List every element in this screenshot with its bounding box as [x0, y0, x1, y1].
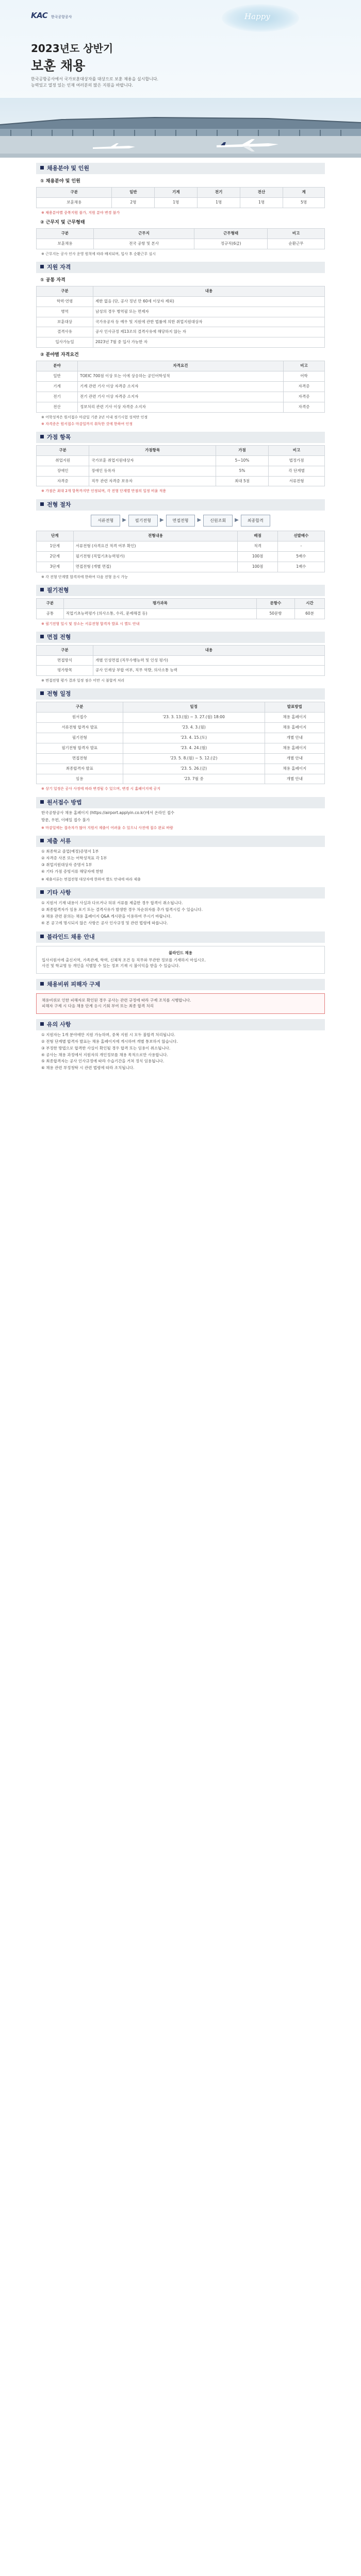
subsection-title: ① 공통 자격	[40, 277, 65, 283]
table-row: 일반 TOEIC 700점 이상 또는 이에 상응하는 공인어학성적 어학	[37, 371, 325, 382]
logo-mark: KAC	[31, 11, 48, 20]
victim-relief-box	[36, 993, 325, 1014]
section-title: 채용비위 피해자 구제	[36, 979, 325, 990]
process-step: 신원조회	[203, 515, 233, 527]
table-row: 면접전형 '23. 5. 8.(월) ~ 5. 12.(금) 개별 안내	[37, 753, 325, 764]
table-row: 입사가능일 2023년 7월 중 입사 가능한 자	[37, 337, 325, 348]
table-row: 3단계 면접전형 (개별 면접) 100점 1배수	[37, 562, 325, 572]
bonus-table: 구분 가점항목 가점 비고 취업지원 국가보훈 취업지원대상자 5~10% 법정가점 장애인 장애인 등록자 5% 각 단계별 자격증 직무 관련 자격증 보유자 최대 5점 서류전형	[36, 445, 325, 487]
note: ※ 마감일에는 접속자가 많아 지원서 제출이 어려울 수 있으니 사전에 접수 완료 바람	[41, 826, 173, 831]
note: ※ 채용분야별 중복지원 불가, 지원 분야 변경 불가	[41, 210, 120, 215]
application-method: 한국공항공사 채용 홈페이지 (https://airport.applyin.co.kr)에서 온라인 접수	[41, 810, 175, 815]
table-row: 1단계 서류전형 (자격요건 적격 여부 확인) 적격 -	[37, 541, 325, 551]
table-row: 필기전형 합격자 발표 '23. 4. 24.(월) 채용 홈페이지	[37, 743, 325, 753]
box-line: 입사지원서에 출신지역, 가족관계, 학력, 신체적 조건 등 직무와 무관한 정보를 기재하지 마십시오.	[42, 958, 206, 963]
intro-line-2: 능력있고 열정 있는 인재 여러분의 많은 지원을 바랍니다.	[31, 83, 134, 88]
page-title: 보훈 채용	[31, 58, 86, 73]
section-title: 지원 자격	[36, 262, 325, 273]
year-title: 2023년도 상반기	[31, 42, 113, 55]
section-title: 원서접수 방법	[36, 797, 325, 808]
list-item: ④ 기타 가점 증빙서류 해당자에 한함	[41, 869, 104, 874]
note: ※ 어학성적은 원서접수 마감일 기준 2년 이내 정기시험 성적만 인정	[41, 415, 148, 419]
schedule-table: 구분 일정 발표방법 원서접수 '23. 3. 13.(월) ~ 3. 27.(월) 18:00 채용 홈페이지 서류전형 합격자 발표 '23. 4. 3.(월) 채용 홈페이지 필기전형 '23. 4. 15.(토) 개별 안내 필기전형 합격자 발표 '23. 4. 24.(월) 채용 홈페이지 면접전형 '23. 5. 8.(월) ~ 5. 12.(금) 개별 안내 최종합격자 발표 '23. 5. 26.(금) 채용 홈페이지 임용 '23. 7월 중 개별 안내	[36, 702, 325, 784]
box-line: 사진 및 학교명 등 개인을 식별할 수 있는 정보 기재 시 불이익을 받을 수 있습니다.	[42, 963, 180, 969]
section-blind-recruitment	[36, 931, 325, 974]
document-list	[41, 849, 325, 875]
subsection-title: ① 채용분야 및 인원	[40, 179, 80, 184]
section-title: 유의 사항	[36, 1019, 325, 1030]
table-row: 보훈대상 국가유공자 등 예우 및 지원에 관한 법률에 의한 취업지원대상자	[37, 317, 325, 327]
note: ※ 면접전형 평가 결과 일정 점수 미만 시 불합격 처리	[41, 679, 125, 683]
note: ※ 각 전형 단계별 합격자에 한하여 다음 전형 응시 가능	[41, 574, 128, 579]
table-row: 학력·연령 제한 없음 (단, 공사 정년 만 60세 이상자 제외)	[37, 296, 325, 307]
table-row: 전기 전기 관련 기사 이상 자격증 소지자 자격증	[37, 392, 325, 402]
subsection-title: ② 분야별 자격요건	[40, 352, 79, 358]
table-row: 취업지원 국가보훈 취업지원대상자 5~10% 법정가점	[37, 455, 325, 466]
table-row: 최종합격자 발표 '23. 5. 26.(금) 채용 홈페이지	[37, 764, 325, 774]
table-row: 공통 직업기초능력평가 (의사소통, 수리, 문제해결 등) 50문항 60분	[37, 608, 325, 619]
recruit-table: 구분 일반 기계 전기 전산 계 보훈채용 2명 1명 1명 1명 5명	[36, 187, 325, 208]
arrow-right-icon: ▶	[159, 517, 164, 523]
note: ※ 가점은 최대 2개 항목까지만 인정되며, 각 전형 단계별 만점의 일정 비율 적용	[41, 489, 167, 494]
process-step: 필기전형	[128, 515, 158, 527]
arrow-right-icon: ▶	[235, 517, 239, 523]
process-step: 최종합격	[241, 515, 270, 527]
workplace-table: 구분 근무지 근무형태 비고 보훈채용 전국 공항 및 본사 정규직(6급) 순환근무	[36, 228, 325, 249]
section-etc	[36, 887, 325, 926]
section-application	[36, 797, 325, 831]
emblem-text: Happy	[244, 12, 270, 21]
list-item: ① 지원서 기재 내용이 사실과 다르거나 허위 서류를 제출한 경우 합격이 취소됩니다.	[41, 901, 183, 906]
section-title: 전형 절차	[36, 499, 325, 511]
process-step: 서류전형	[91, 515, 120, 527]
box-title: 블라인드 채용	[168, 950, 193, 955]
list-item: ② 자격증 사본 또는 어학성적표 각 1부	[41, 856, 107, 861]
process-table: 단계 전형내용 배점 선발배수 1단계 서류전형 (자격요건 적격 여부 확인) 적격 - 2단계 필기전형 (직업기초능력평가) 100점 5배수 3단계 면접전형 (개별 면접) 100점 1배수	[36, 531, 325, 572]
etc-list	[41, 901, 325, 926]
subsection-title: ② 근무지 및 근무형태	[40, 219, 85, 225]
table-row: 병역 남성의 경우 병역필 또는 면제자	[37, 307, 325, 317]
field-requirement-table: 분야 자격요건 비고 일반 TOEIC 700점 이상 또는 이에 상응하는 공인어학성적 어학 기계 기계 관련 기사 이상 자격증 소지자 자격증 전기 전기 관련 기사 이상 자격증 소지자 자격증 전산 정보처리 관련 기사 이상 자격증 소지자 자격증	[36, 361, 325, 412]
box-line: 피해자 구제 시 다음 채용 단계 응시 기회 부여 또는 최종 합격 처리	[42, 1004, 154, 1009]
section-title: 면접 전형	[36, 632, 325, 643]
table-row: 보훈채용 전국 공항 및 본사 정규직(6급) 순환근무	[37, 239, 325, 249]
process-flow	[36, 515, 325, 527]
table-row: 결격사유 공사 인사규정 제13조의 결격사유에 해당하지 않는 자	[37, 327, 325, 337]
application-restriction: 방문, 우편, 이메일 접수 불가	[41, 818, 90, 823]
logo-name: 한국공항공사	[51, 15, 72, 19]
table-row: 면접방식 개별 인성면접 (직무수행능력 및 인성 평가)	[37, 655, 325, 666]
table-row: 필기전형 '23. 4. 15.(토) 개별 안내	[37, 733, 325, 743]
kac-logo	[31, 10, 72, 22]
section-title: 기타 사항	[36, 887, 325, 899]
section-schedule	[36, 688, 325, 791]
note: ※ 자격증은 원서접수 마감일까지 취득한 것에 한하여 인정	[41, 421, 133, 426]
hero-banner	[0, 0, 361, 158]
list-item: ② 전형 단계별 합격자 발표는 채용 홈페이지에 게시하며 개별 통보하지 않습니다.	[41, 1039, 178, 1044]
list-item: ② 최종합격자가 임용 포기 또는 결격사유가 발생한 경우 차순위자를 추가 합격시킬 수 있습니다.	[41, 907, 203, 912]
interview-table: 구분 내용 면접방식 개별 인성면접 (직무수행능력 및 인성 평가) 평가항목 공사 인재상 부합 여부, 직무 역량, 의사소통 능력	[36, 645, 325, 676]
section-title: 채용분야 및 인원	[36, 163, 325, 174]
note: ※ 상기 일정은 공사 사정에 따라 변경될 수 있으며, 변경 시 홈페이지에 공지	[41, 787, 160, 791]
section-recruit-fields	[36, 163, 325, 257]
section-title: 필기전형	[36, 585, 325, 596]
table-row: 서류전형 합격자 발표 '23. 4. 3.(월) 채용 홈페이지	[37, 723, 325, 733]
section-bonus-points	[36, 432, 325, 494]
list-item: ④ 공사는 채용 과정에서 지원자의 개인정보를 채용 목적으로만 사용합니다.	[41, 1052, 168, 1057]
table-row: 자격증 직무 관련 자격증 보유자 최대 5점 서류전형	[37, 476, 325, 486]
list-item: ③ 채용 관련 문의는 채용 홈페이지 Q&A 게시판을 이용하여 주시기 바랍니다.	[41, 913, 172, 919]
box-line: 채용비위로 인한 피해자로 확인된 경우 공사는 관련 규정에 따라 구제 조치를 시행합니다.	[42, 998, 191, 1003]
note: ※ 근무지는 공사 인사 운영 원칙에 따라 배치되며, 입사 후 순환근무 실시	[41, 251, 156, 256]
table-row: 평가항목 공사 인재상 부합 여부, 직무 역량, 의사소통 능력	[37, 666, 325, 676]
list-item: ③ 취업지원대상자 증명서 1부	[41, 862, 92, 868]
section-written-test	[36, 585, 325, 626]
note: ※ 필기전형 일시 및 장소는 서류전형 합격자 발표 시 별도 안내	[41, 621, 140, 626]
happy-emblem	[222, 4, 299, 32]
qualification-table: 구분 내용 학력·연령 제한 없음 (단, 공사 정년 만 60세 이상자 제외) 병역 남성의 경우 병역필 또는 면제자 보훈대상 국가유공자 등 예우 및 지원에 관한 법률에 의한 취업지원대상자 결격사유 공사 인사규정 제13조의 결격사유에 해당하지 않는 자 입사가능일 2023년 7월 중 입사 가능한 자	[36, 286, 325, 348]
airport-terminal-illustration	[0, 98, 361, 158]
table-row: 원서접수 '23. 3. 13.(월) ~ 3. 27.(월) 18:00 채용 홈페이지	[37, 713, 325, 723]
table-row: 전산 정보처리 관련 기사 이상 자격증 소지자 자격증	[37, 402, 325, 412]
arrow-right-icon: ▶	[122, 517, 126, 523]
section-qualifications	[36, 262, 325, 427]
list-item: ① 지원자는 1개 분야에만 지원 가능하며, 중복 지원 시 모두 불합격 처리됩니다.	[41, 1032, 175, 1037]
written-test-table: 구분 평가과목 문항수 시간 공통 직업기초능력평가 (의사소통, 수리, 문제해결 등) 50문항 60분	[36, 598, 325, 619]
section-title: 블라인드 채용 안내	[36, 931, 325, 943]
section-title: 가점 항목	[36, 432, 325, 443]
list-item: ④ 본 공고에 명시되지 않은 사항은 공사 인사규정 및 관련 법령에 따릅니다.	[41, 920, 168, 925]
table-row: 임용 '23. 7월 중 개별 안내	[37, 774, 325, 784]
table-row: 기계 기계 관련 기사 이상 자격증 소지자 자격증	[37, 381, 325, 392]
blind-recruitment-box	[36, 946, 325, 974]
table-row: 보훈채용 2명 1명 1명 1명 5명	[37, 197, 325, 208]
notice-list	[41, 1032, 325, 1071]
intro-line-1: 한국공항공사에서 국가보훈대상자를 대상으로 보훈 채용을 실시합니다.	[31, 77, 159, 81]
table-row: 장애인 장애인 등록자 5% 각 단계별	[37, 466, 325, 476]
section-documents	[36, 836, 325, 882]
section-selection-process	[36, 499, 325, 580]
section-victim-relief	[36, 979, 325, 1014]
arrow-right-icon: ▶	[197, 517, 202, 523]
section-notice	[36, 1019, 325, 1071]
note: ※ 제출서류는 면접전형 대상자에 한하여 별도 안내에 따라 제출	[41, 877, 141, 882]
list-item: ① 최종학교 졸업(예정)증명서 1부	[41, 849, 99, 854]
table-row: 2단계 필기전형 (직업기초능력평가) 100점 5배수	[37, 551, 325, 562]
section-title: 전형 일정	[36, 688, 325, 700]
process-step: 면접전형	[166, 515, 195, 527]
list-item: ⑤ 최종합격자는 공사 인사규정에 따라 수습기간을 거쳐 정식 임용됩니다.	[41, 1059, 165, 1064]
section-title: 제출 서류	[36, 836, 325, 847]
list-item: ⑥ 채용 관련 부정청탁 시 관련 법령에 따라 조치됩니다.	[41, 1065, 135, 1071]
list-item: ③ 부정한 방법으로 합격한 사실이 확인될 경우 합격 또는 임용이 취소됩니다.	[41, 1045, 171, 1050]
section-interview	[36, 632, 325, 684]
